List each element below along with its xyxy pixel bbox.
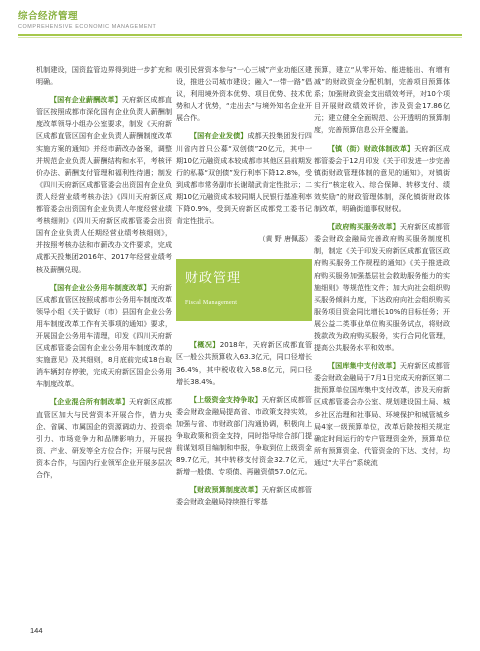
paragraph <box>36 396 172 481</box>
section-subtitle: COMPREHENSIVE ECONOMIC MANAGEMENT <box>18 24 157 30</box>
paragraph <box>314 143 450 216</box>
chapter-banner <box>176 259 312 321</box>
subsection-title: 【上级资金支持争取】 <box>190 394 262 404</box>
paragraph: 机制建设，国资监管边界得到进一步扩充和明确。 <box>36 65 172 87</box>
paragraph <box>176 130 312 227</box>
subsection-title: 【政府购买服务改革】 <box>328 222 400 232</box>
subsection-title: 【财政预算制度改革】 <box>190 485 262 495</box>
paragraph: 预算，建立“从零开始、能进能出、有增有减”的财政资金分配机制，完善项目预算体系；加强财政资金支出绩效考评，对10个项目开展财政绩效评价，涉及资金17.86亿元；建立健全全面规范、公开透明的预算制度，完善预算信息公开全覆盖。 <box>314 65 450 135</box>
paragraph <box>176 394 312 479</box>
subsection-title: 【国有企业发债】 <box>190 131 248 141</box>
paragraph-body: 天府新区成都直管区加大与民营资本开展合作，借力央企、省属、市属国企的资源调动力、投资牵引力、市场竞争力和品牌影响力，开展投资、产业、研发等全方位合作；开展与民营资本合作，与国内行业领军企业开展多层次合作， <box>36 397 172 479</box>
paragraph-body: 天府新区成都管委会于12月印发《关于印发进一步完善镇街财政管理体制的意见的通知》，对镇街实行“核定收入、综合保障、转移支付、绩效奖励”的财政管理体制，深化镇街财政体制改革，明确街道事权财权。 <box>314 143 450 214</box>
subsection-title: 【国有企业公务用车制度改革】 <box>50 282 151 292</box>
subsection-title: 【企业混合所有制改革】 <box>50 397 130 407</box>
paragraph <box>36 282 172 391</box>
paragraph <box>314 221 450 354</box>
header-rule-thin <box>18 37 462 38</box>
page-header <box>18 8 462 50</box>
header-rule <box>18 34 462 36</box>
paragraph <box>176 484 312 508</box>
paragraph <box>314 360 450 469</box>
text-column-1 <box>36 64 172 487</box>
author-credit: （黄 野 唐佩蕊） <box>258 235 312 244</box>
paragraph <box>176 339 312 387</box>
paragraph <box>36 94 172 275</box>
chapter-title: 财政管理 <box>185 271 242 287</box>
paragraph-body: 天府新区成都管委会财政金融局完善政府购买服务制度机制，制定《关于印发天府新区成都直管区政府购买服务工作规程的通知》《关于推进政府购买服务加强基层社会救助服务能力的实施细则》等规范性文件；加大向社会组织购买服务倾斜力度，下达政府向社会组织购买服务项目资金同比增长10%的目标任务；开展公益二类事业单位购买服务试点，将财政拨款改为政府购买服务，实行合同化管理，提高公共服务水平和效率。 <box>314 222 450 353</box>
paragraph-body: 天府新区成都直管区按照成都市公务用车制度改革领导小组《关于做好（市）县国有企业公务用车制度改革工作有关事项的通知》要求，开展国企公务用车清理，印发《四川天府新区成都管委会国有企业公务用车制度改革的实施意见》及其细则，8月底前完成18台取消车辆封存停驶，完成天府新区国企公务用车制度改革。 <box>36 282 172 389</box>
text-column-3 <box>314 64 450 475</box>
paragraph-body: 天府新区成都管委会财政金融局提高省、市政策支持实效，加强与省、市财政部门沟通协调，积极向上争取政策和资金支持，同时指导综合部门提前谋划项目编制和申报，争取到位上级资金89.7亿元，其中转移支付资金32.7亿元，新增一般债、专项债、再融资债57.0亿元。 <box>176 394 312 477</box>
text-column-2 <box>176 64 312 515</box>
section-title: 综合经济管理 <box>18 11 79 22</box>
subsection-title: 【国库集中支付改革】 <box>328 361 400 371</box>
subsection-title: 【国有企业薪酬改革】 <box>50 95 122 105</box>
paragraph-body: 天府新区成都管委会财政金融局持续推行零基 <box>176 485 312 507</box>
paragraph-body: 天府新区成都管委会财政金融局于7月1日完成天府新区第二批预算单位国库集中支付改革，涉及天府新区成都管委会办公室、规划建设国土局、城乡社区治理和社事局、环境保护和城管城乡局4家一级预算单位，改革后除按相关规定确定时间运行的专户管理资金外，预算单位所有预算资金、代管资金的下达、支付，均通过“大平台”系统流 <box>314 361 450 467</box>
paragraph-body: 天府新区成都直管区按照成都市深化国有企业负责人薪酬制度改革领导小组办公室要求，制发《天府新区成都直管区国有企业负责人薪酬制度改革实施方案的通知》并经市薪改办备案，调整并规范企业负责人薪酬结构和水平，考核评价办法、薪酬支付管理和福利性待遇；制发《四川天府新区成都管委会出资国有企业负责人经营业绩考核办法》《四川天府新区成都管委会出资国有企业负责人年度经营业绩考核细则》《四川天府新区成都管委会出资国有企业负责人任期经营业绩考核细则》，并按照考核办法和市薪改办文件要求，完成成都天投集团2016年、2017年经营业绩考核及薪酬兑现。 <box>36 95 172 274</box>
paragraph: 吸引民营资本参与“一心三城”产业功能区建设，推进公司城市建设；融入“一带一路”倡议，利用境外资本优势、项目优势、技术优势和人才优势，“走出去”与境外知名企业开展合作。 <box>176 65 312 123</box>
subsection-title: 【概况】 <box>190 340 220 350</box>
paragraph-body: 成都天投集团发行四川省内首只公募“双创债”20亿元，其中一期10亿元融资成本较成都市其他区县前期发行的私募“双创债”发行利率下降12.8%，受到成都市常务副市长谢瑞武肯定性批示；二期10亿元融资成本较同期人民银行基准利率下降0.9%，受到天府新区成都党工委书记肯定性批示。 <box>176 131 312 226</box>
subsection-title: 【镇（街）财政体制改革】 <box>328 143 415 153</box>
page-number: 144 <box>30 626 43 635</box>
paragraph-body: 2018年，天府新区成都直管区一般公共预算收入63.3亿元，同口径增长36.4%，其中税收收入58.8亿元，同口径增长38.4%。 <box>176 340 312 386</box>
chapter-subtitle: Fiscal Management <box>185 300 238 307</box>
